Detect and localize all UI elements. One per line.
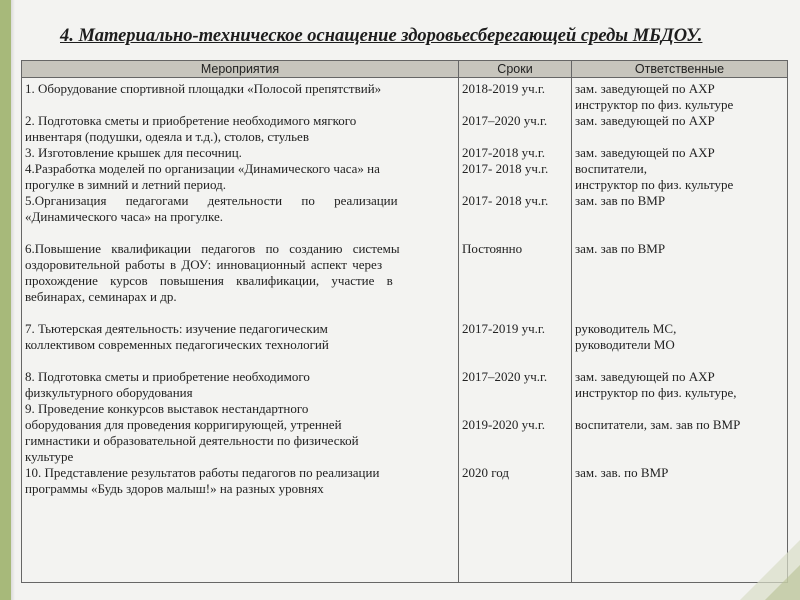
term-line: 2017- 2018 уч.г. xyxy=(462,193,549,208)
term-line: Постоянно xyxy=(462,241,523,256)
activity-line: коллективом современных педагогических технологий xyxy=(25,337,329,352)
term-line: 2017-2018 уч.г. xyxy=(462,145,545,160)
activity-line: 10. Представление результатов работы педагогов по реализации xyxy=(25,465,380,480)
responsible-cell xyxy=(572,78,788,583)
term-line: 2019-2020 уч.г. xyxy=(462,417,545,432)
term-line: 2017–2020 уч.г. xyxy=(462,369,548,384)
activity-line: физкультурного оборудования xyxy=(25,385,193,400)
activity-line: 5.Организация педагогами деятельности по реализации xyxy=(25,193,398,208)
responsible-line: зам. зав по ВМР xyxy=(575,241,666,256)
responsible-line: зам. заведующей по АХР xyxy=(575,81,715,96)
term-line: 2017- 2018 уч.г. xyxy=(462,161,549,176)
responsible-line: воспитатели, зам. зав по ВМР xyxy=(575,417,741,432)
terms-cell xyxy=(459,78,572,583)
activity-line: инвентаря (подушки, одеяла и т.д.), столов, стульев xyxy=(25,129,309,144)
header-terms: Сроки xyxy=(459,61,572,78)
left-bar-shadow xyxy=(11,0,15,600)
responsible-line: руководитель МС, xyxy=(575,321,677,336)
responsible-line: инструктор по физ. культуре xyxy=(575,97,734,112)
activity-line: 6.Повышение квалификации педагогов по созданию системы xyxy=(25,241,400,256)
activity-line: 7. Тьютерская деятельность: изучение педагогическим xyxy=(25,321,328,336)
responsible-line: воспитатели, xyxy=(575,161,647,176)
responsible-line: инструктор по физ. культуре, xyxy=(575,385,737,400)
responsible-line: инструктор по физ. культуре xyxy=(575,177,734,192)
responsible-line: зам. зав по ВМР xyxy=(575,193,666,208)
activity-line: 9. Проведение конкурсов выставок нестандартного xyxy=(25,401,309,416)
activities-cell xyxy=(22,78,459,583)
activity-line: прогулке в зимний и летний период. xyxy=(25,177,226,192)
activity-line: 2. Подготовка сметы и приобретение необходимого мягкого xyxy=(25,113,357,128)
term-line: 2017-2019 уч.г. xyxy=(462,321,545,336)
activity-line: 8. Подготовка сметы и приобретение необходимого xyxy=(25,369,310,384)
responsible-line: зам. заведующей по АХР xyxy=(575,113,715,128)
header-responsible: Ответственные xyxy=(572,61,788,78)
slide-title: 4. Материально-техническое оснащение здоровьесберегающей среды МБДОУ. xyxy=(60,26,703,46)
term-line: 2017–2020 уч.г. xyxy=(462,113,548,128)
activity-line: вебинарах, семинарах и др. xyxy=(25,289,177,304)
table-header-row xyxy=(22,61,788,78)
responsible-line: зам. заведующей по АХР xyxy=(575,145,715,160)
activity-line: гимнастики и образовательной деятельности по физической xyxy=(25,433,359,448)
table-row xyxy=(22,78,788,583)
activity-line: культуре xyxy=(25,449,74,464)
activity-line: «Динамического часа» на прогулке. xyxy=(25,209,224,224)
header-activities: Мероприятия xyxy=(22,61,459,78)
activity-line: оздоровительной работы в ДОУ: инновационный аспект через xyxy=(25,257,383,272)
term-line: 2020 год xyxy=(462,465,509,480)
activities-table xyxy=(21,60,788,583)
responsible-line: зам. заведующей по АХР xyxy=(575,369,715,384)
responsible-line: зам. зав. по ВМР xyxy=(575,465,669,480)
responsible-line: руководители МО xyxy=(575,337,675,352)
activity-line: 1. Оборудование спортивной площадки «Полосой препятствий» xyxy=(25,81,382,96)
activity-line: 3. Изготовление крышек для песочниц. xyxy=(25,145,242,160)
activity-line: 4.Разработка моделей по организации «Динамического часа» на xyxy=(25,161,380,176)
activity-line: прохождение курсов повышения квалификации, участие в xyxy=(25,273,393,288)
activity-line: программы «Будь здоров малыш!» на разных уровнях xyxy=(25,481,324,496)
term-line: 2018-2019 уч.г. xyxy=(462,81,545,96)
corner-decoration xyxy=(710,510,800,600)
left-accent-bar xyxy=(0,0,11,600)
activity-line: оборудования для проведения корригирующей, утренней xyxy=(25,417,342,432)
